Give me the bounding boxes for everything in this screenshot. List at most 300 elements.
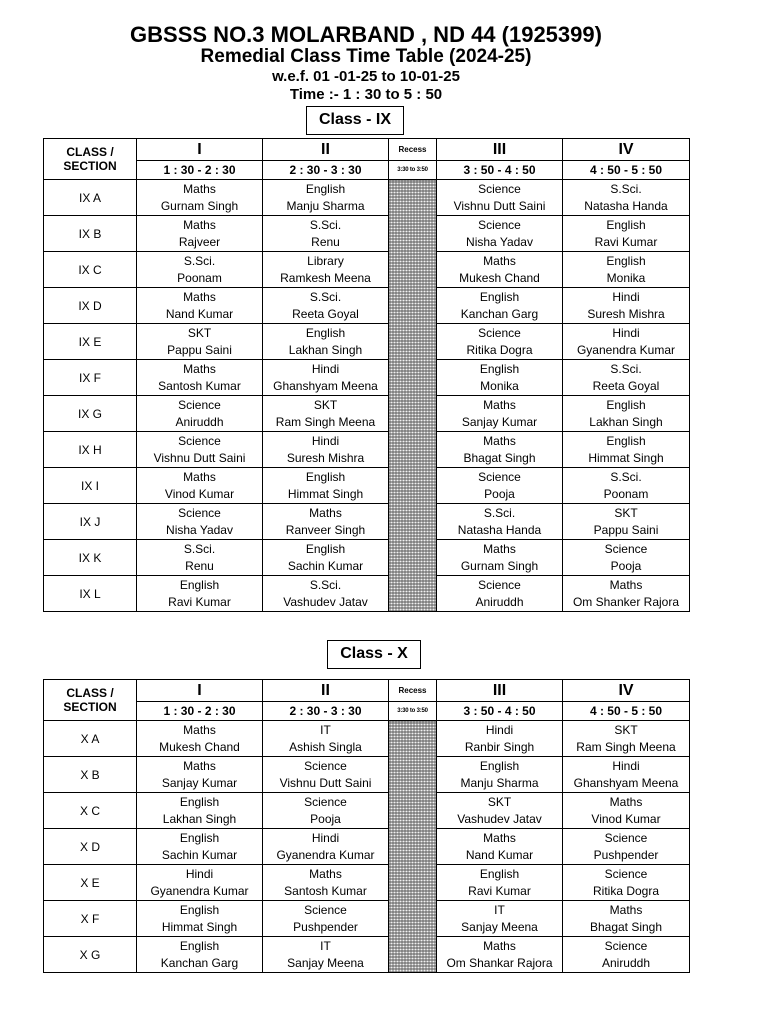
teacher: Pappu Saini: [167, 342, 232, 357]
period-cell: [137, 721, 263, 757]
table-row: [44, 865, 690, 901]
teacher: Santosh Kumar: [284, 883, 367, 898]
subject: S.Sci.: [309, 577, 342, 592]
table-row: [44, 793, 690, 829]
period-cell: [563, 793, 690, 829]
period-header: II: [263, 139, 389, 161]
table-row: [44, 180, 690, 216]
subject: Science: [304, 902, 347, 917]
teacher: Kanchan Garg: [160, 955, 239, 970]
teacher: Lakhan Singh: [162, 811, 237, 826]
class-header-line1: CLASS /: [66, 145, 114, 159]
section-cell: IX C: [44, 252, 137, 288]
teacher: Ritika Dogra: [592, 883, 660, 898]
school-title: GBSSS NO.3 MOLARBAND , ND 44 (1925399): [130, 22, 602, 47]
teacher: Aniruddh: [475, 594, 524, 609]
subject: English: [606, 253, 646, 268]
subject: Maths: [183, 289, 216, 304]
teacher: Gyanendra Kumar: [276, 847, 375, 862]
period-time: 2 : 30 - 3 : 30: [263, 702, 389, 721]
teacher: Nisha Yadav: [166, 522, 233, 537]
subject: Hindi: [311, 433, 340, 448]
subject: S.Sci.: [309, 217, 342, 232]
subject: Maths: [309, 866, 342, 881]
period-time: 2 : 30 - 3 : 30: [263, 161, 389, 180]
period-cell: [437, 360, 563, 396]
teacher: Nand Kumar: [165, 306, 234, 321]
period-cell: [263, 360, 389, 396]
teacher: Gurnam Singh: [460, 558, 539, 573]
period-header: IV: [563, 680, 690, 702]
teacher: Suresh Mishra: [587, 306, 665, 321]
period-cell: [137, 288, 263, 324]
teacher: Sanjay Meena: [287, 955, 364, 970]
teacher: Sanjay Meena: [461, 919, 538, 934]
period-cell: [137, 504, 263, 540]
class-header-line1: CLASS /: [66, 686, 114, 700]
subject: Science: [304, 758, 347, 773]
teacher: Mukesh Chand: [459, 270, 540, 285]
teacher: Renu: [185, 558, 214, 573]
subject: Science: [178, 433, 221, 448]
teacher: Ashish Singla: [289, 739, 362, 754]
subject: Maths: [483, 253, 516, 268]
subject: Science: [604, 541, 648, 556]
period-time: 1 : 30 - 2 : 30: [137, 161, 263, 180]
period-cell: [137, 865, 263, 901]
subject: Hindi: [311, 830, 340, 845]
subject: S.Sci.: [610, 361, 642, 376]
subject: English: [179, 577, 220, 592]
period-cell: [137, 829, 263, 865]
subject: Maths: [183, 469, 216, 484]
teacher: Ritika Dogra: [466, 342, 533, 357]
teacher: Renu: [311, 234, 340, 249]
teacher: Rajveer: [178, 234, 221, 249]
subject: Science: [478, 469, 521, 484]
teacher: Vashudev Jatav: [283, 594, 368, 609]
subject: Science: [478, 325, 521, 340]
teacher: Nisha Yadav: [466, 234, 533, 249]
period-cell: [263, 216, 389, 252]
subject: Maths: [183, 181, 216, 196]
subject: English: [606, 433, 646, 448]
table-row: [44, 829, 690, 865]
table-row: [44, 360, 690, 396]
period-cell: [263, 793, 389, 829]
subject: Maths: [183, 217, 216, 232]
teacher: Ravi Kumar: [468, 883, 531, 898]
period-cell: [437, 576, 563, 612]
subject: Maths: [183, 361, 216, 376]
subject: Science: [604, 938, 648, 953]
period-cell: [437, 793, 563, 829]
period-cell: [563, 324, 690, 360]
subject: Science: [178, 505, 221, 520]
subject: Hindi: [485, 722, 514, 737]
header-row-times: [44, 702, 690, 721]
subject: Maths: [609, 902, 643, 917]
period-cell: [263, 468, 389, 504]
period-cell: [437, 540, 563, 576]
recess-header: Recess: [389, 139, 437, 161]
subject: SKT: [614, 505, 638, 520]
teacher: Monika: [480, 378, 519, 393]
period-cell: [263, 396, 389, 432]
teacher: Ghanshyam Meena: [273, 378, 378, 393]
class-header-line2: SECTION: [63, 159, 117, 173]
subject: Hindi: [612, 758, 640, 773]
subject: English: [179, 938, 220, 953]
period-time: 4 : 50 - 5 : 50: [563, 161, 690, 180]
period-cell: [137, 468, 263, 504]
period-cell: [137, 252, 263, 288]
period-time: 3 : 50 - 4 : 50: [437, 161, 563, 180]
subject: Science: [478, 181, 521, 196]
period-cell: [563, 576, 690, 612]
subject: English: [179, 902, 220, 917]
period-cell: [563, 396, 690, 432]
teacher: Poonam: [177, 270, 222, 285]
subject: S.Sci.: [610, 181, 642, 196]
period-header: IV: [563, 139, 690, 161]
teacher: Pooja: [610, 558, 642, 573]
teacher: Vashudev Jatav: [457, 811, 542, 826]
teacher: Sanjay Kumar: [161, 775, 238, 790]
table-row: [44, 540, 690, 576]
teacher: Natasha Handa: [457, 522, 542, 537]
period-cell: [437, 829, 563, 865]
period-cell: [137, 757, 263, 793]
subject: Science: [604, 830, 648, 845]
period-cell: [137, 576, 263, 612]
period-header: III: [437, 139, 563, 161]
class-section-header: [44, 139, 137, 180]
class-section-header: [44, 680, 137, 721]
subject: English: [479, 361, 520, 376]
subject: Hindi: [612, 289, 640, 304]
teacher: Ramkesh Meena: [280, 270, 371, 285]
section-cell: IX G: [44, 396, 137, 432]
subject: English: [606, 397, 646, 412]
teacher: Suresh Mishra: [286, 450, 365, 465]
recess-block: [389, 721, 437, 973]
teacher: Ghanshyam Meena: [573, 775, 679, 790]
section-cell: X G: [44, 937, 137, 973]
section-cell: X E: [44, 865, 137, 901]
period-cell: [437, 504, 563, 540]
period-cell: [263, 865, 389, 901]
section-cell: IX J: [44, 504, 137, 540]
teacher: Sanjay Kumar: [461, 414, 538, 429]
teacher: Mukesh Chand: [159, 739, 240, 754]
period-cell: [137, 432, 263, 468]
subject: Science: [178, 397, 221, 412]
period-cell: [437, 180, 563, 216]
subject: Maths: [483, 938, 516, 953]
teacher: Vishnu Dutt Saini: [453, 198, 546, 213]
table-row: [44, 252, 690, 288]
section-cell: IX K: [44, 540, 137, 576]
period-cell: [137, 396, 263, 432]
period-cell: [563, 540, 690, 576]
period-cell: [563, 721, 690, 757]
period-cell: [437, 865, 563, 901]
subject: SKT: [313, 397, 338, 412]
class-ix-timetable: [43, 138, 690, 612]
subject: English: [479, 866, 520, 881]
teacher: Lakhan Singh: [589, 414, 663, 429]
teacher: Poonam: [603, 486, 649, 501]
section-cell: X B: [44, 757, 137, 793]
teacher: Pappu Saini: [593, 522, 659, 537]
section-cell: IX E: [44, 324, 137, 360]
teacher: Manju Sharma: [286, 198, 365, 213]
period-cell: [437, 216, 563, 252]
teacher: Aniruddh: [601, 955, 651, 970]
header-row-periods: [44, 680, 690, 702]
subject: Maths: [483, 830, 516, 845]
subject: English: [479, 289, 520, 304]
teacher: Himmat Singh: [588, 450, 664, 465]
table-row: [44, 216, 690, 252]
teacher: Gyanendra Kumar: [150, 883, 249, 898]
subject: Maths: [183, 722, 216, 737]
period-cell: [437, 721, 563, 757]
period-cell: [563, 829, 690, 865]
period-cell: [563, 901, 690, 937]
section-cell: IX L: [44, 576, 137, 612]
teacher: Ranveer Singh: [285, 522, 366, 537]
class-x-label: Class - X: [327, 640, 421, 669]
period-cell: [563, 504, 690, 540]
period-cell: [263, 829, 389, 865]
subject: Hindi: [311, 361, 340, 376]
effective-date: w.e.f. 01 -01-25 to 10-01-25: [272, 68, 460, 85]
section-cell: X F: [44, 901, 137, 937]
subject: Hindi: [185, 866, 214, 881]
period-cell: [137, 216, 263, 252]
period-cell: [437, 901, 563, 937]
recess-time: 3:30 to 3:50: [389, 161, 437, 180]
subject: English: [305, 325, 346, 340]
period-cell: [263, 540, 389, 576]
subject: S.Sci.: [183, 541, 216, 556]
period-cell: [137, 324, 263, 360]
subject: Maths: [609, 794, 643, 809]
recess-time: 3:30 to 3:50: [389, 702, 437, 721]
teacher: Sachin Kumar: [287, 558, 364, 573]
period-cell: [137, 180, 263, 216]
subject: Science: [478, 577, 521, 592]
teacher: Gyanendra Kumar: [576, 342, 676, 357]
teacher: Natasha Handa: [584, 198, 668, 213]
subject: SKT: [187, 325, 212, 340]
teacher: Ram Singh Meena: [275, 414, 376, 429]
section-cell: IX A: [44, 180, 137, 216]
teacher: Reeta Goyal: [592, 378, 660, 393]
teacher: Pooja: [484, 486, 515, 501]
teacher: Nand Kumar: [465, 847, 534, 862]
teacher: Pooja: [310, 811, 341, 826]
table-row: [44, 468, 690, 504]
period-cell: [137, 793, 263, 829]
teacher: Himmat Singh: [161, 919, 238, 934]
section-cell: X D: [44, 829, 137, 865]
teacher: Gurnam Singh: [160, 198, 239, 213]
subject: IT: [320, 722, 331, 737]
teacher: Pushpender: [293, 919, 358, 934]
class-header-line2: SECTION: [63, 700, 117, 714]
teacher: Om Shanker Rajora: [572, 594, 680, 609]
table-row: [44, 576, 690, 612]
teacher: Bhagat Singh: [463, 450, 536, 465]
subject: English: [305, 181, 346, 196]
period-cell: [437, 432, 563, 468]
subject: Maths: [483, 541, 516, 556]
header-row-times: [44, 161, 690, 180]
table-row: [44, 324, 690, 360]
teacher: Vinod Kumar: [164, 486, 235, 501]
subject: Maths: [309, 505, 342, 520]
subject: S.Sci.: [483, 505, 516, 520]
teacher: Sachin Kumar: [161, 847, 238, 862]
recess-header: Recess: [389, 680, 437, 702]
subject: English: [179, 830, 220, 845]
period-cell: [563, 216, 690, 252]
table-row: [44, 937, 690, 973]
period-cell: [563, 865, 690, 901]
period-cell: [437, 468, 563, 504]
teacher: Bhagat Singh: [589, 919, 663, 934]
teacher: Santosh Kumar: [158, 378, 241, 393]
teacher: Lakhan Singh: [288, 342, 363, 357]
teacher: Ravi Kumar: [168, 594, 231, 609]
table-row: [44, 901, 690, 937]
period-cell: [437, 324, 563, 360]
period-time: 3 : 50 - 4 : 50: [437, 702, 563, 721]
period-cell: [263, 757, 389, 793]
period-cell: [263, 432, 389, 468]
period-cell: [263, 721, 389, 757]
section-cell: X C: [44, 793, 137, 829]
section-cell: IX H: [44, 432, 137, 468]
teacher: Om Shankar Rajora: [446, 955, 553, 970]
section-cell: X A: [44, 721, 137, 757]
class-x-timetable: [43, 679, 690, 973]
period-cell: [437, 252, 563, 288]
period-cell: [563, 288, 690, 324]
teacher: Ravi Kumar: [594, 234, 658, 249]
period-cell: [563, 937, 690, 973]
subject: SKT: [487, 794, 512, 809]
teacher: Kanchan Garg: [460, 306, 539, 321]
teacher: Pushpender: [593, 847, 659, 862]
subject: Science: [604, 866, 648, 881]
timetable-title: Remedial Class Time Table (2024-25): [200, 46, 532, 67]
subject: IT: [494, 902, 505, 917]
section-cell: IX F: [44, 360, 137, 396]
period-cell: [263, 288, 389, 324]
subject: English: [606, 217, 646, 232]
recess-block: [389, 180, 437, 612]
teacher: Vishnu Dutt Saini: [279, 775, 372, 790]
class-ix-label: Class - IX: [306, 106, 404, 135]
period-cell: [263, 901, 389, 937]
period-cell: [263, 324, 389, 360]
period-cell: [563, 432, 690, 468]
period-header: I: [137, 680, 263, 702]
subject: Maths: [483, 397, 516, 412]
table-row: [44, 396, 690, 432]
subject: English: [305, 541, 346, 556]
subject: S.Sci.: [183, 253, 216, 268]
teacher: Vishnu Dutt Saini: [153, 450, 246, 465]
period-cell: [437, 288, 563, 324]
teacher: Ram Singh Meena: [576, 739, 676, 754]
period-header: II: [263, 680, 389, 702]
subject: Science: [304, 794, 347, 809]
teacher: Himmat Singh: [287, 486, 364, 501]
period-time: 4 : 50 - 5 : 50: [563, 702, 690, 721]
subject: Library: [307, 253, 344, 268]
subject: SKT: [614, 722, 638, 737]
header-row-periods: [44, 139, 690, 161]
section-cell: IX I: [44, 468, 137, 504]
period-cell: [137, 360, 263, 396]
period-cell: [437, 937, 563, 973]
section-cell: IX D: [44, 288, 137, 324]
subject: English: [479, 758, 520, 773]
table-row: [44, 288, 690, 324]
period-cell: [437, 757, 563, 793]
subject: Maths: [609, 577, 643, 592]
period-cell: [563, 757, 690, 793]
period-cell: [137, 901, 263, 937]
teacher: Aniruddh: [175, 414, 224, 429]
period-cell: [563, 468, 690, 504]
period-cell: [137, 540, 263, 576]
subject: English: [179, 794, 220, 809]
table-row: [44, 757, 690, 793]
subject: IT: [320, 938, 331, 953]
subject: Maths: [483, 433, 516, 448]
teacher: Ranbir Singh: [464, 739, 535, 754]
section-cell: IX B: [44, 216, 137, 252]
period-cell: [263, 504, 389, 540]
subject: Hindi: [612, 325, 640, 340]
teacher: Monika: [606, 270, 646, 285]
period-cell: [137, 937, 263, 973]
subject: English: [305, 469, 346, 484]
period-cell: [437, 396, 563, 432]
teacher: Manju Sharma: [460, 775, 539, 790]
period-time: 1 : 30 - 2 : 30: [137, 702, 263, 721]
subject: Maths: [183, 758, 216, 773]
teacher: Vinod Kumar: [591, 811, 661, 826]
period-cell: [263, 576, 389, 612]
period-cell: [563, 360, 690, 396]
table-row: [44, 721, 690, 757]
subject: Science: [478, 217, 521, 232]
period-cell: [263, 180, 389, 216]
subject: S.Sci.: [309, 289, 342, 304]
period-cell: [563, 252, 690, 288]
period-header: III: [437, 680, 563, 702]
teacher: Reeta Goyal: [292, 306, 359, 321]
period-cell: [263, 252, 389, 288]
table-row: [44, 504, 690, 540]
